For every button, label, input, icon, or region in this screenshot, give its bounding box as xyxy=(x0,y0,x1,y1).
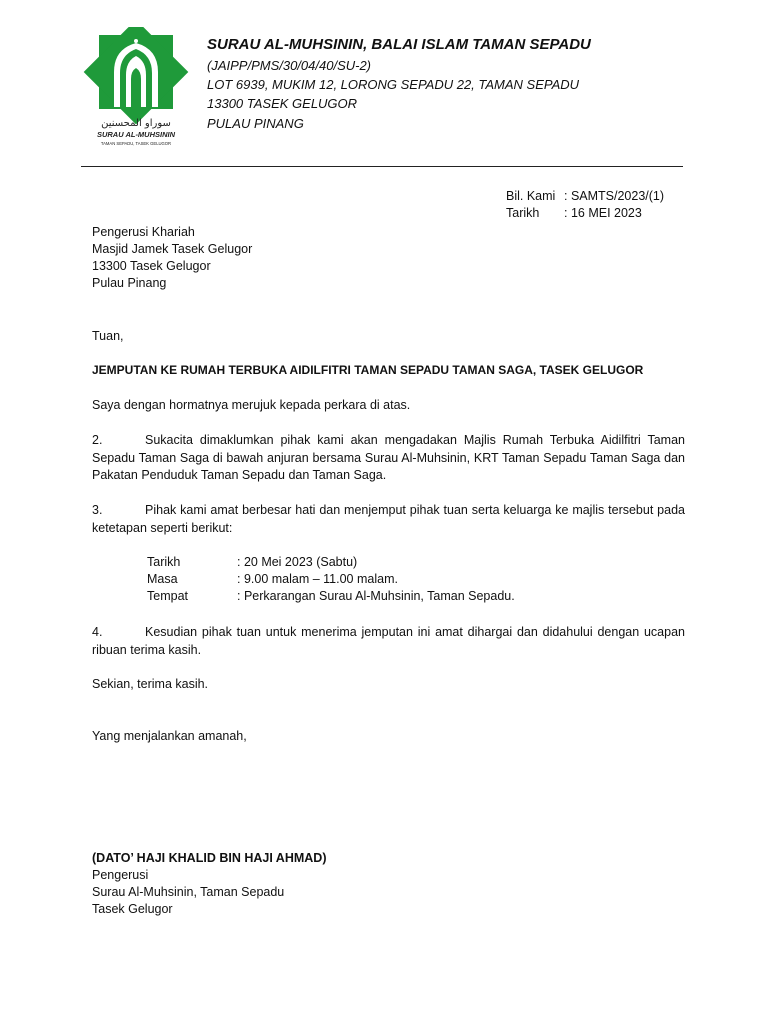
letterhead-postcode: 13300 TASEK GELUGOR xyxy=(207,96,358,111)
salutation: Tuan, xyxy=(92,329,124,343)
reference-bil xyxy=(506,188,664,206)
event-detail-time xyxy=(147,571,398,589)
reference-date-value: : 16 MEI 2023 xyxy=(564,206,642,220)
event-detail-date xyxy=(147,554,357,572)
paragraph-4 xyxy=(92,624,685,659)
detail-value: : 20 Mei 2023 (Sabtu) xyxy=(237,555,358,569)
paragraph-number: 3. xyxy=(92,503,103,517)
paragraph-number: 4. xyxy=(92,625,103,639)
detail-value: : 9.00 malam – 11.00 malam. xyxy=(237,572,398,586)
paragraph-2 xyxy=(92,432,685,485)
detail-label: Tarikh xyxy=(147,555,181,569)
sign-off: Yang menjalankan amanah, xyxy=(92,729,247,743)
event-detail-venue xyxy=(147,588,515,606)
paragraph-number: 2. xyxy=(92,433,103,447)
reference-date xyxy=(506,205,642,223)
reference-bil-label: Bil. Kami xyxy=(506,189,556,203)
detail-value: : Perkarangan Surau Al-Muhsinin, Taman Sepadu. xyxy=(237,589,515,603)
recipient-line: Masjid Jamek Tasek Gelugor xyxy=(92,242,253,256)
signatory-name: (DATO’ HAJI KHALID BIN HAJI AHMAD) xyxy=(92,851,327,865)
signatory-title: Pengerusi xyxy=(92,868,149,882)
detail-label: Masa xyxy=(147,572,178,586)
paragraph-text: Sukacita dimaklumkan pihak kami akan mengadakan Majlis Rumah Terbuka Aidilfitri Taman Sepadu Taman Saga di bawah anjuran bersama Surau Al-Muhsinin, KRT Taman Sepadu Taman Saga dan Pakatan Penduduk Taman Sepadu dan Taman Saga. xyxy=(92,433,685,482)
signatory-organization: Surau Al-Muhsinin, Taman Sepadu xyxy=(92,885,285,899)
letterhead-state: PULAU PINANG xyxy=(207,116,304,131)
reference-bil-value: : SAMTS/2023/(1) xyxy=(564,189,665,203)
mosque-emblem-icon xyxy=(77,27,195,149)
letter-subject: JEMPUTAN KE RUMAH TERBUKA AIDILFITRI TAMAN SEPADU TAMAN SAGA, TASEK GELUGOR xyxy=(92,363,644,377)
letterhead-registration: (JAIPP/PMS/30/04/40/SU-2) xyxy=(207,58,372,73)
letterhead-divider xyxy=(81,166,683,167)
logo-arabic-text: سوراو المحسنين xyxy=(101,118,171,129)
surau-logo xyxy=(77,27,195,149)
signatory-location: Tasek Gelugor xyxy=(92,902,173,916)
logo-location-text: TAMAN SEPADU, TASEK GELUGOR xyxy=(100,141,172,146)
letterhead-address: LOT 6939, MUKIM 12, LORONG SEPADU 22, TAMAN SEPADU xyxy=(207,77,580,92)
recipient-line: Pengerusi Khariah xyxy=(92,225,195,239)
closing-line: Sekian, terima kasih. xyxy=(92,677,209,691)
detail-label: Tempat xyxy=(147,589,188,603)
paragraph-text: Kesudian pihak tuan untuk menerima jemputan ini amat dihargai dan didahului dengan ucapan ribuan terima kasih. xyxy=(92,625,685,657)
reference-date-label: Tarikh xyxy=(506,206,540,220)
paragraph-text: Pihak kami amat berbesar hati dan menjemput pihak tuan serta keluarga ke majlis tersebut pada ketetapan seperti berikut: xyxy=(92,503,685,535)
recipient-line: 13300 Tasek Gelugor xyxy=(92,259,211,273)
letterhead-title: SURAU AL-MUHSININ, BALAI ISLAM TAMAN SEPADU xyxy=(207,36,591,53)
recipient-line: Pulau Pinang xyxy=(92,276,167,290)
intro-paragraph: Saya dengan hormatnya merujuk kepada perkara di atas. xyxy=(92,398,411,412)
logo-name-text: SURAU AL-MUHSININ xyxy=(96,130,176,139)
paragraph-3 xyxy=(92,502,685,537)
